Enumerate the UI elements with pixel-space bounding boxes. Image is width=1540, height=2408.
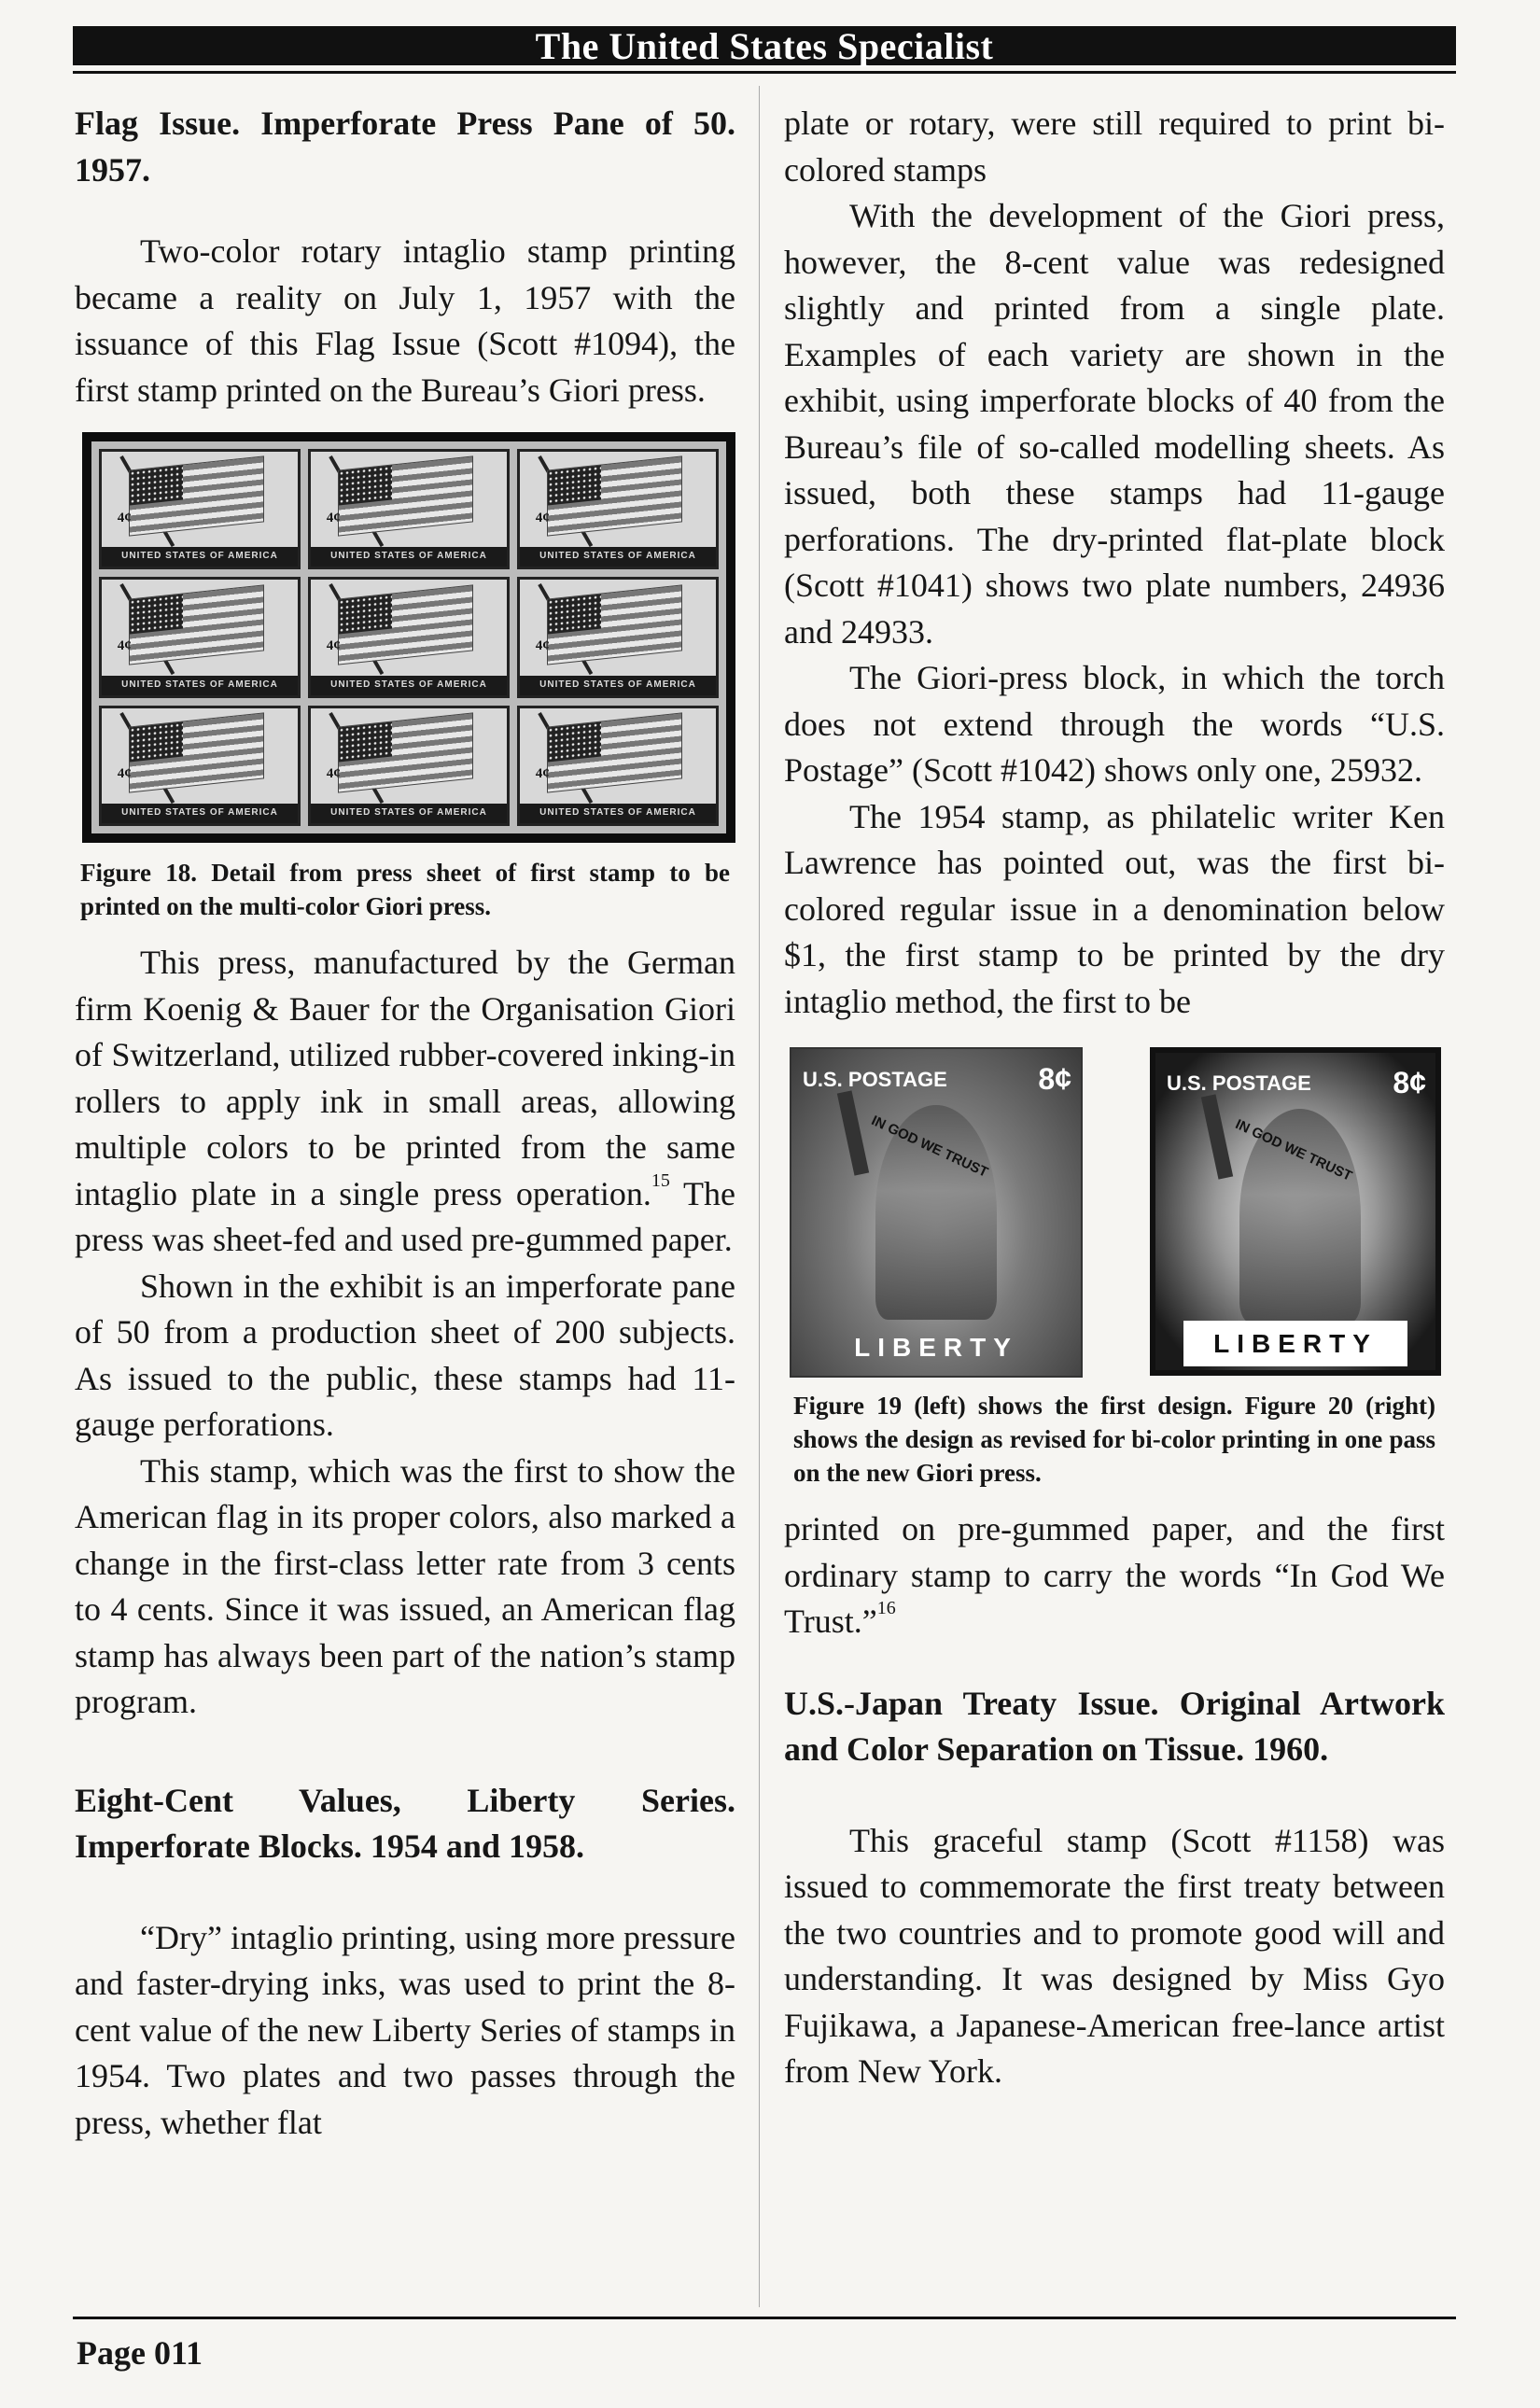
footnote-marker: 16 (876, 1598, 896, 1618)
paragraph: “Dry” intaglio printing, using more pressure and faster-drying inks, was used to print the 8-cent value of the new Liberty Series of stamps in 1954. Two plates and two passes through the press, whether flat (75, 1918, 735, 2141)
paragraph: Two-color rotary intaglio stamp printing became a reality on July 1, 1957 with the issuance of this Flag Issue (Scott #1094), the first stamp printed on the Bureau’s Giori press. (75, 232, 735, 409)
flag-icon (129, 456, 264, 537)
header-banner (73, 26, 1456, 65)
section-heading-liberty-series: Eight-Cent Values, Liberty Series. Imperforate Blocks. 1954 and 1958. (75, 1781, 735, 1865)
section-heading-japan-treaty: U.S.-Japan Treaty Issue. Original Artwork and Color Separation on Tissue. 1960. (784, 1684, 1445, 1768)
flag-icon (547, 584, 682, 665)
torch-image (1201, 1094, 1233, 1179)
figure-18-caption: Figure 18. Detail from press sheet of first stamp to be printed on the multi-color Giori press. (80, 859, 730, 920)
figure-19-20-caption: Figure 19 (left) shows the first design. Figure 20 (right) shows the design as revised for bi-color printing in one pass on the new Giori press. (793, 1392, 1435, 1487)
figure-18-flag-pane (82, 432, 735, 843)
flag-icon (338, 584, 473, 665)
right-column (784, 101, 1445, 2095)
flag-icon (547, 456, 682, 537)
flag-stamp: 4¢ UNITED STATES OF AMERICA (99, 577, 301, 697)
flag-stamp: 4¢ UNITED STATES OF AMERICA (517, 449, 719, 569)
paragraph: plate or rotary, were still required to print bi-colored stamps (784, 105, 1445, 189)
figures-19-20 (790, 1047, 1441, 1374)
paragraph: This press, manufactured by the German firm Koenig & Bauer for the Organisation Giori of Switzerland, utilized rubber-covered inking-in rollers to apply ink in small areas, allowing multiple colors to be printed from the same intaglio plate in a single press operation.$^{15}$ The press was sheet-fed and used pre-gummed paper. (75, 944, 735, 1258)
column-divider (759, 86, 760, 2307)
paragraph: Shown in the exhibit is an imperforate pane of 50 from a production sheet of 200 subjects. As issued to the public, these stamps had 11-gauge perforations. (75, 1267, 735, 1443)
flag-icon (129, 584, 264, 665)
flag-stamp: 4¢ UNITED STATES OF AMERICA (308, 577, 510, 697)
paragraph: The 1954 stamp, as philatelic writer Ken Lawrence has pointed out, was the first bi-colored regular issue in a denomination below $1, the first stamp to be printed by the dry intaglio method, the first to be (784, 797, 1445, 1020)
paragraph: The Giori-press block, in which the torch does not extend through the words “U.S. Postage” (Scott #1042) shows only one, 25932. (784, 659, 1445, 789)
flag-stamp: 4¢ UNITED STATES OF AMERICA (517, 577, 719, 697)
flag-icon (129, 712, 264, 792)
left-column (75, 101, 735, 2146)
torch-image (837, 1090, 869, 1175)
flag-icon (547, 712, 682, 792)
paragraph: This graceful stamp (Scott #1158) was issued to commemorate the first treaty between the two countries and to promote good will and understanding. It was designed by Miss Gyo Fujikawa, a Japanese-American free-lance artist from New York. (784, 1821, 1445, 2090)
section-heading-flag-issue: Flag Issue. Imperforate Press Pane of 50. 1957. (75, 105, 735, 189)
liberty-stamp-first-design: U.S. POSTAGE 8¢ IN GOD WE TRUST LIBERTY (790, 1047, 1083, 1378)
flag-icon (338, 456, 473, 537)
flag-icon (338, 712, 473, 792)
page-number: Page 011 (77, 2334, 203, 2372)
flag-stamp: 4¢ UNITED STATES OF AMERICA (517, 706, 719, 826)
paragraph: This stamp, which was the first to show the American flag in its proper colors, also marked a change in the first-class letter rate from 3 cents to 4 cents. Since it was issued, an American flag stamp has always been part of the nation’s stamp program. (75, 1451, 735, 1720)
flag-stamp: 4¢ UNITED STATES OF AMERICA (99, 449, 301, 569)
paragraph: With the development of the Giori press, however, the 8-cent value was redesigned slightly and printed from a single plate. Examples of each variety are shown in the exhibit, using imperforate blocks of 40 from the Bureau’s file of so-called modelling sheets. As issued, both these stamps had 11-gauge perforations. The dry-printed flat-plate block (Scott #1041) shows two plate numbers, 24936 and 24933. (784, 197, 1445, 651)
flag-stamp: 4¢ UNITED STATES OF AMERICA (308, 449, 510, 569)
footer-rule (73, 2317, 1456, 2319)
publication-title: The United States Specialist (535, 24, 994, 67)
flag-stamp: 4¢ UNITED STATES OF AMERICA (99, 706, 301, 826)
paragraph: printed on pre-gummed paper, and the first ordinary stamp to carry the words “In God We Trust.”$^{16}$ (784, 1510, 1445, 1640)
header-rule (73, 71, 1456, 74)
footnote-marker: 15 (651, 1169, 670, 1191)
liberty-stamp-revised-design: U.S. POSTAGE 8¢ IN GOD WE TRUST LIBERTY (1150, 1047, 1441, 1376)
flag-stamp: 4¢ UNITED STATES OF AMERICA (308, 706, 510, 826)
flag-stamp-grid (91, 441, 726, 833)
